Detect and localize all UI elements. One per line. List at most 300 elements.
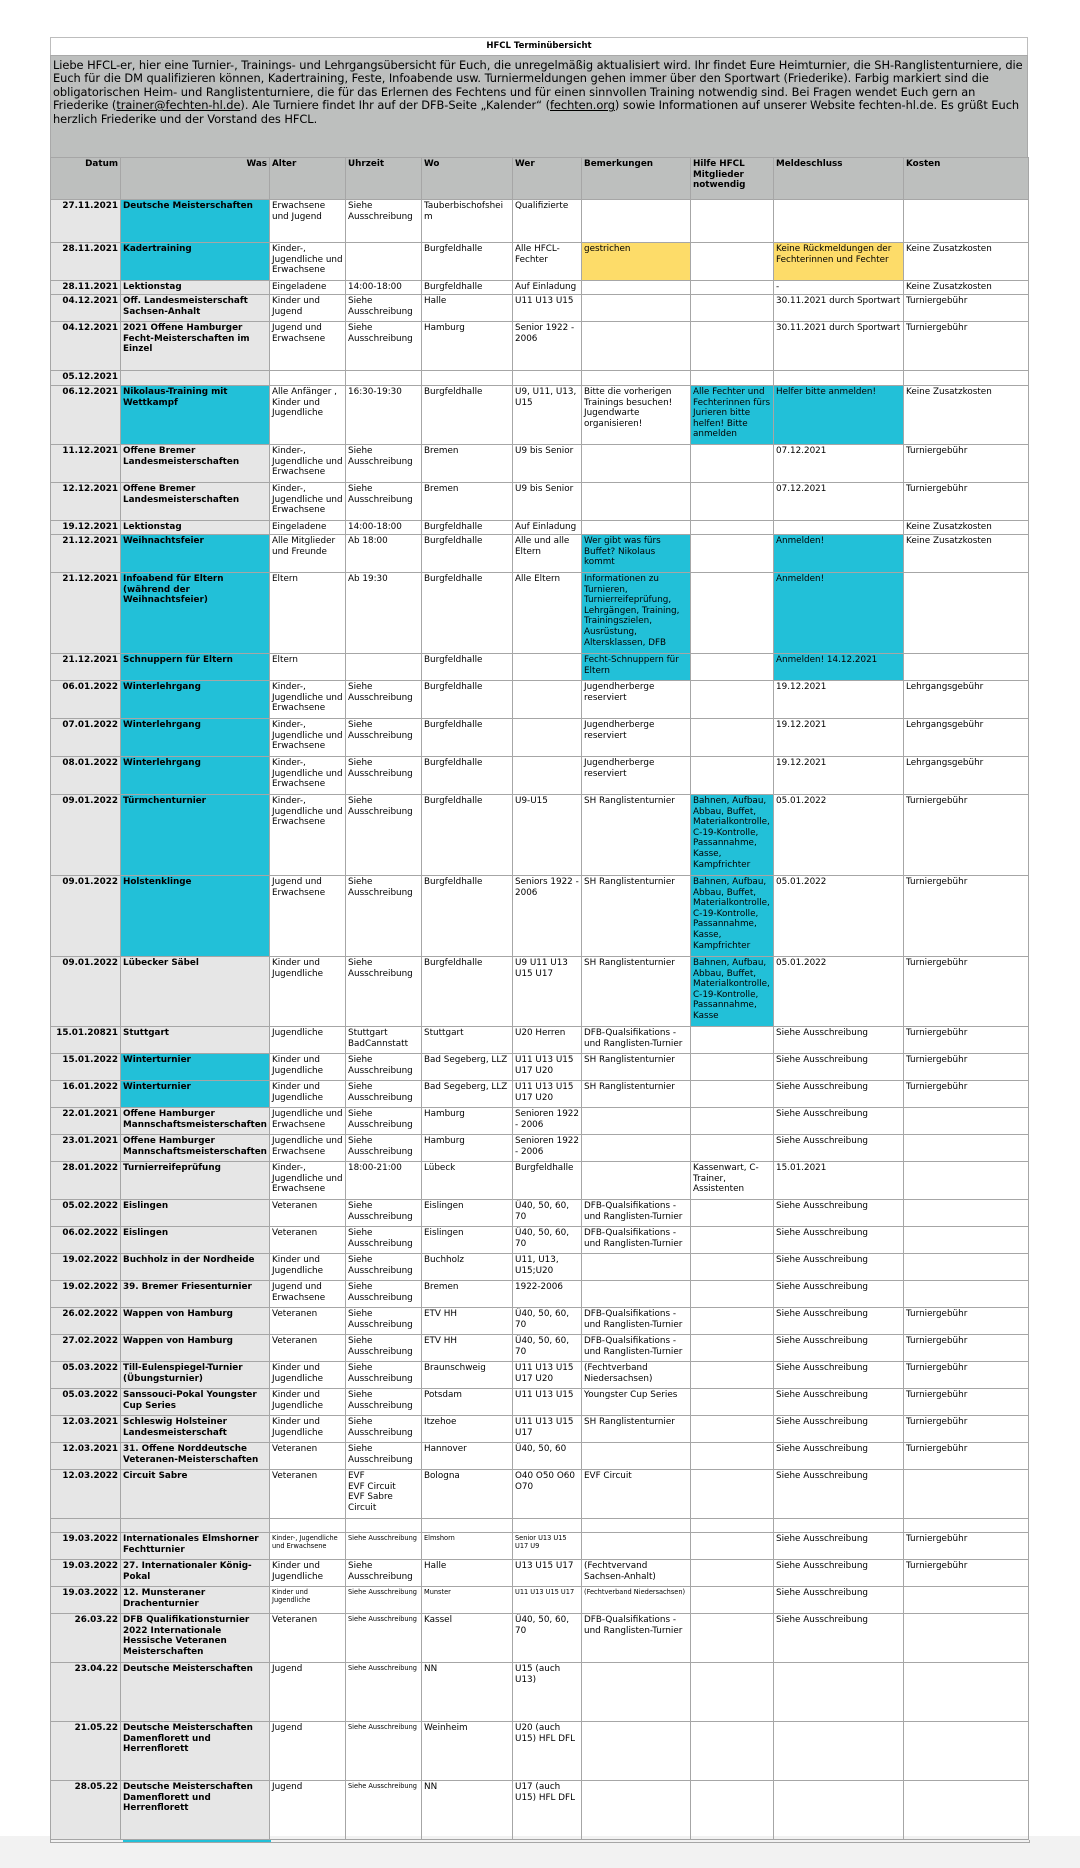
cell-wo: Bremen [422, 1281, 513, 1308]
cell-uhrzeit: 14:00-18:00 [346, 521, 422, 535]
cell-datum: 23.04.22 [51, 1663, 121, 1722]
cell-datum: 21.12.2021 [51, 573, 121, 654]
cell-uhrzeit [346, 371, 422, 386]
cell-was: Lektionstag [121, 521, 270, 535]
cell-meldeschluss: 07.12.2021 [774, 445, 904, 483]
cell-uhrzeit: 14:00-18:00 [346, 281, 422, 295]
cell-datum: 26.02.2022 [51, 1308, 121, 1335]
cell-datum: 28.11.2021 [51, 243, 121, 281]
cell-bemerkungen: DFB-Qualsifikations - und Ranglisten-Turnier [582, 1227, 691, 1254]
cell-wo: Weinheim [422, 1722, 513, 1781]
cell-alter: Kinder und Jugend [270, 295, 346, 322]
cell-wer: Ü40, 50, 60 [513, 1443, 582, 1470]
cell-hilfe [691, 654, 774, 681]
cell-hilfe [691, 1389, 774, 1416]
intro-text [50, 55, 1028, 157]
cell-wer: U11, U13, U15;U20 [513, 1254, 582, 1281]
cell-uhrzeit: Stuttgart BadCannstatt [346, 1027, 422, 1054]
cell-datum: 06.12.2021 [51, 386, 121, 445]
highlight-edge [123, 1840, 271, 1842]
cell-kosten: Keine Zusatzkosten [904, 535, 1029, 573]
cell-wer: Auf Einladung [513, 281, 582, 295]
table-body [51, 200, 1029, 1840]
document-title: HFCL Terminübersicht [50, 37, 1028, 55]
table-row [51, 1362, 1029, 1389]
cell-uhrzeit: Siehe Ausschreibung [346, 445, 422, 483]
cell-was: Offene Bremer Landesmeisterschaften [121, 483, 270, 521]
cell-hilfe [691, 1781, 774, 1840]
cell-datum: 09.01.2022 [51, 957, 121, 1027]
cell-bemerkungen [582, 1443, 691, 1470]
cell-kosten [904, 1135, 1029, 1162]
cell-meldeschluss: 19.12.2021 [774, 719, 904, 757]
cell-bemerkungen [582, 295, 691, 322]
cell-was: 12. Munsteraner Drachenturnier [121, 1587, 270, 1614]
cell-meldeschluss: 07.12.2021 [774, 483, 904, 521]
cell-uhrzeit: Siehe Ausschreibung [346, 719, 422, 757]
table-row [51, 1519, 1029, 1533]
cell-wer: Ü40, 50, 60, 70 [513, 1614, 582, 1663]
cell-meldeschluss: Siehe Ausschreibung [774, 1081, 904, 1108]
table-row [51, 200, 1029, 243]
cell-uhrzeit: Ab 18:00 [346, 535, 422, 573]
header-hilfe: Hilfe HFCL Mitglieder notwendig [691, 158, 774, 200]
cell-kosten: Keine Zusatzkosten [904, 281, 1029, 295]
cell-kosten: Turniergebühr [904, 1027, 1029, 1054]
table-row [51, 445, 1029, 483]
cell-datum: 06.02.2022 [51, 1227, 121, 1254]
cell-wer: U17 (auch U15) HFL DFL [513, 1781, 582, 1840]
cell-wer: Senior 1922 - 2006 [513, 322, 582, 371]
cell-meldeschluss [774, 521, 904, 535]
cell-wer [513, 1519, 582, 1533]
cell-alter: Kinder-, Jugendliche und Erwachsene [270, 243, 346, 281]
cell-alter: Erwachsene und Jugend [270, 200, 346, 243]
cell-wer [513, 371, 582, 386]
cell-bemerkungen [582, 1781, 691, 1840]
cell-kosten: Turniergebühr [904, 957, 1029, 1027]
cell-kosten: Turniergebühr [904, 295, 1029, 322]
cell-datum: 16.01.2022 [51, 1081, 121, 1108]
cell-wer: Auf Einladung [513, 521, 582, 535]
cell-datum [51, 1519, 121, 1533]
cell-datum: 09.01.2022 [51, 795, 121, 876]
cell-wo: Lübeck [422, 1162, 513, 1200]
cell-bemerkungen [582, 483, 691, 521]
cell-wer: U11 U13 U15 U17 [513, 1587, 582, 1614]
cell-wo: Burgfeldhalle [422, 957, 513, 1027]
table-header-row [51, 158, 1029, 200]
cell-bemerkungen: DFB-Qualsifikations - und Ranglisten-Turnier [582, 1027, 691, 1054]
cell-uhrzeit: Siehe Ausschreibung [346, 1081, 422, 1108]
cell-hilfe [691, 1416, 774, 1443]
cell-was: Offene Hamburger Mannschaftsmeisterschaften [121, 1135, 270, 1162]
cell-meldeschluss [774, 1519, 904, 1533]
header-alter: Alter [270, 158, 346, 200]
cell-uhrzeit: Siehe Ausschreibung [346, 1054, 422, 1081]
cell-bemerkungen [582, 445, 691, 483]
cell-wo: Burgfeldhalle [422, 535, 513, 573]
cell-wer: U20 (auch U15) HFL DFL [513, 1722, 582, 1781]
cell-was: Winterlehrgang [121, 757, 270, 795]
cell-bemerkungen: (Fechtverband Niedersachsen) [582, 1362, 691, 1389]
cell-meldeschluss: Anmelden! [774, 535, 904, 573]
cell-kosten: Turniergebühr [904, 1416, 1029, 1443]
cell-uhrzeit: Siehe Ausschreibung [346, 322, 422, 371]
cell-alter: Eingeladene [270, 281, 346, 295]
table-row [51, 1027, 1029, 1054]
cell-wer: Senior U13 U15 U17 U9 [513, 1533, 582, 1560]
cell-uhrzeit [346, 1519, 422, 1533]
cell-alter: Kinder und Jugendliche [270, 957, 346, 1027]
cell-datum: 21.12.2021 [51, 535, 121, 573]
cell-datum: 04.12.2021 [51, 295, 121, 322]
cell-bemerkungen: Jugendherberge reserviert [582, 719, 691, 757]
table-row [51, 1281, 1029, 1308]
cell-datum: 19.03.2022 [51, 1587, 121, 1614]
cell-meldeschluss: Anmelden! 14.12.2021 [774, 654, 904, 681]
cell-uhrzeit: Siehe Ausschreibung [346, 1135, 422, 1162]
cell-hilfe [691, 445, 774, 483]
table-row [51, 535, 1029, 573]
cell-was: Winterlehrgang [121, 719, 270, 757]
cell-alter: Alle Mitglieder und Freunde [270, 535, 346, 573]
cell-kosten [904, 1663, 1029, 1722]
cell-kosten: Lehrgangsgebühr [904, 757, 1029, 795]
cell-alter: Kinder und Jugendliche [270, 1254, 346, 1281]
cell-hilfe [691, 1227, 774, 1254]
cell-kosten [904, 1614, 1029, 1663]
cell-kosten: Turniergebühr [904, 1081, 1029, 1108]
cell-bemerkungen: Fecht-Schnuppern für Eltern [582, 654, 691, 681]
cell-bemerkungen: DFB-Qualsifikations - und Ranglisten-Turnier [582, 1335, 691, 1362]
cell-uhrzeit: Siehe Ausschreibung [346, 1663, 422, 1722]
cell-datum: 27.02.2022 [51, 1335, 121, 1362]
table-row [51, 1108, 1029, 1135]
cell-hilfe [691, 719, 774, 757]
table-row [51, 1054, 1029, 1081]
cell-bemerkungen: SH Ranglistenturnier [582, 1081, 691, 1108]
table-row [51, 1254, 1029, 1281]
cell-alter: Kinder und Jugendliche [270, 1389, 346, 1416]
cell-bemerkungen [582, 1663, 691, 1722]
cell-bemerkungen: Jugendherberge reserviert [582, 757, 691, 795]
table-row [51, 1227, 1029, 1254]
cell-wo: Elmshorn [422, 1533, 513, 1560]
cell-bemerkungen: SH Ranglistenturnier [582, 876, 691, 957]
cell-alter: Kinder und Jugendliche [270, 1054, 346, 1081]
cell-bemerkungen [582, 521, 691, 535]
cell-was: Offene Hamburger Mannschaftsmeisterschaften [121, 1108, 270, 1135]
cell-alter: Veteranen [270, 1443, 346, 1470]
cell-datum: 15.01.20821 [51, 1027, 121, 1054]
cell-alter: Eltern [270, 573, 346, 654]
cell-alter [270, 371, 346, 386]
cell-wo: Bad Segeberg, LLZ [422, 1054, 513, 1081]
cell-wer: Alle und alle Eltern [513, 535, 582, 573]
cell-uhrzeit: Siehe Ausschreibung [346, 1108, 422, 1135]
cell-bemerkungen [582, 281, 691, 295]
cell-datum: 07.01.2022 [51, 719, 121, 757]
cell-alter: Jugend [270, 1663, 346, 1722]
cell-was: Deutsche Meisterschaften [121, 200, 270, 243]
cell-datum: 27.11.2021 [51, 200, 121, 243]
cell-datum: 04.12.2021 [51, 322, 121, 371]
table-row [51, 1308, 1029, 1335]
cell-alter: Kinder-, Jugendliche und Erwachsene [270, 795, 346, 876]
cell-uhrzeit: 16:30-19:30 [346, 386, 422, 445]
table-bottom-edge [50, 1840, 1030, 1843]
table-row [51, 1560, 1029, 1587]
cell-alter: Kinder und Jugendliche [270, 1416, 346, 1443]
cell-was: Deutsche Meisterschaften Damenflorett und Herrenflorett [121, 1781, 270, 1840]
cell-was: Winterturnier [121, 1081, 270, 1108]
cell-datum: 11.12.2021 [51, 445, 121, 483]
cell-bemerkungen: SH Ranglistenturnier [582, 1054, 691, 1081]
cell-was: DFB Qualifikationsturnier 2022 Internationale Hessische Veteranen Meisterschaften [121, 1614, 270, 1663]
cell-was: Eislingen [121, 1227, 270, 1254]
table-row [51, 371, 1029, 386]
cell-hilfe [691, 1027, 774, 1054]
cell-alter: Kinder-, Jugendliche und Erwachsene [270, 719, 346, 757]
cell-was: Sanssouci-Pokal Youngster Cup Series [121, 1389, 270, 1416]
table-row [51, 521, 1029, 535]
cell-alter: Jugend [270, 1722, 346, 1781]
cell-alter: Eingeladene [270, 521, 346, 535]
cell-wo: Burgfeldhalle [422, 876, 513, 957]
cell-uhrzeit [346, 654, 422, 681]
cell-meldeschluss: Siehe Ausschreibung [774, 1054, 904, 1081]
cell-uhrzeit: Siehe Ausschreibung [346, 1533, 422, 1560]
cell-wer: Ü40, 50, 60, 70 [513, 1227, 582, 1254]
table-row [51, 795, 1029, 876]
cell-datum: 26.03.22 [51, 1614, 121, 1663]
schedule-document [50, 37, 1028, 1843]
cell-alter: Kinder-, Jugendliche und Erwachsene [270, 1162, 346, 1200]
cell-bemerkungen: SH Ranglistenturnier [582, 957, 691, 1027]
cell-alter: Kinder und Jugendliche [270, 1362, 346, 1389]
cell-bemerkungen [582, 200, 691, 243]
cell-was: Winterturnier [121, 1054, 270, 1081]
cell-hilfe [691, 573, 774, 654]
cell-uhrzeit: Siehe Ausschreibung [346, 1335, 422, 1362]
cell-was: Lektionstag [121, 281, 270, 295]
cell-hilfe [691, 1308, 774, 1335]
cell-uhrzeit: Siehe Ausschreibung [346, 1443, 422, 1470]
cell-meldeschluss: 05.01.2022 [774, 876, 904, 957]
cell-wo [422, 371, 513, 386]
cell-hilfe [691, 1560, 774, 1587]
cell-was: Weihnachtsfeier [121, 535, 270, 573]
cell-wo: Hamburg [422, 1108, 513, 1135]
cell-wo: Burgfeldhalle [422, 281, 513, 295]
cell-alter: Jugend und Erwachsene [270, 876, 346, 957]
cell-wer [513, 681, 582, 719]
cell-meldeschluss [774, 1722, 904, 1781]
cell-alter: Jugend [270, 1781, 346, 1840]
table-row [51, 1533, 1029, 1560]
cell-meldeschluss: Siehe Ausschreibung [774, 1416, 904, 1443]
cell-alter: Alle Anfänger , Kinder und Jugendliche [270, 386, 346, 445]
cell-wo: Bremen [422, 483, 513, 521]
email-link[interactable]: trainer@fechten-hl.de [116, 98, 241, 113]
cell-alter: Jugend und Erwachsene [270, 1281, 346, 1308]
cell-kosten [904, 1519, 1029, 1533]
cell-uhrzeit: Siehe Ausschreibung [346, 1281, 422, 1308]
cell-kosten: Turniergebühr [904, 795, 1029, 876]
cell-datum: 21.12.2021 [51, 654, 121, 681]
cell-datum: 19.12.2021 [51, 521, 121, 535]
cell-uhrzeit: Siehe Ausschreibung [346, 1614, 422, 1663]
header-meldeschluss: Meldeschluss [774, 158, 904, 200]
cell-was: Winterlehrgang [121, 681, 270, 719]
cell-was: Kadertraining [121, 243, 270, 281]
cell-wer: U9-U15 [513, 795, 582, 876]
cell-meldeschluss: Siehe Ausschreibung [774, 1027, 904, 1054]
cell-datum: 12.03.2021 [51, 1416, 121, 1443]
cell-kosten: Keine Zusatzkosten [904, 243, 1029, 281]
cell-kosten: Turniergebühr [904, 483, 1029, 521]
cell-meldeschluss: Siehe Ausschreibung [774, 1443, 904, 1470]
cell-wo: Burgfeldhalle [422, 719, 513, 757]
cell-kosten: Turniergebühr [904, 1443, 1029, 1470]
cell-uhrzeit: Siehe Ausschreibung [346, 1722, 422, 1781]
cell-datum: 12.12.2021 [51, 483, 121, 521]
intro-text-2: ). Ale Turniere findet Ihr auf der DFB-Seite „Kalender“ ( [240, 98, 550, 113]
cell-datum: 28.11.2021 [51, 281, 121, 295]
cell-meldeschluss: Siehe Ausschreibung [774, 1108, 904, 1135]
header-datum: Datum [51, 158, 121, 200]
cell-wo: ETV HH [422, 1308, 513, 1335]
table-row [51, 1416, 1029, 1443]
cell-wer: U13 U15 U17 [513, 1560, 582, 1587]
cell-hilfe: Alle Fechter und Fechterinnen fürs Jurieren bitte helfen! Bitte anmelden [691, 386, 774, 445]
cell-wer: Alle HFCL-Fechter [513, 243, 582, 281]
cell-wo: Burgfeldhalle [422, 795, 513, 876]
cell-wer: Senioren 1922 - 2006 [513, 1135, 582, 1162]
cell-hilfe: Bahnen, Aufbau, Abbau, Buffet, Materialkontrolle, C-19-Kontrolle, Passannahme, Kasse [691, 957, 774, 1027]
cell-hilfe [691, 1108, 774, 1135]
cell-uhrzeit: Siehe Ausschreibung [346, 1200, 422, 1227]
cell-meldeschluss: Siehe Ausschreibung [774, 1308, 904, 1335]
cell-wer: U9 bis Senior [513, 483, 582, 521]
table-row [51, 573, 1029, 654]
cell-meldeschluss: 30.11.2021 durch Sportwart [774, 295, 904, 322]
cell-wer: Burgfeldhalle [513, 1162, 582, 1200]
cell-uhrzeit: Siehe Ausschreibung [346, 1254, 422, 1281]
cell-wo: Tauberbischofsheim [422, 200, 513, 243]
table-row [51, 1722, 1029, 1781]
cell-kosten [904, 371, 1029, 386]
cell-meldeschluss: Siehe Ausschreibung [774, 1389, 904, 1416]
header-kosten: Kosten [904, 158, 1029, 200]
cell-wer: Seniors 1922 - 2006 [513, 876, 582, 957]
cell-was: Stuttgart [121, 1027, 270, 1054]
cell-wo: Kassel [422, 1614, 513, 1663]
cell-wo: Halle [422, 1560, 513, 1587]
cell-bemerkungen [582, 371, 691, 386]
cell-alter: Kinder-, Jugendliche und Erwachsene [270, 757, 346, 795]
header-wer: Wer [513, 158, 582, 200]
cell-datum: 19.03.2022 [51, 1533, 121, 1560]
cell-kosten [904, 1162, 1029, 1200]
cell-uhrzeit: Siehe Ausschreibung [346, 1308, 422, 1335]
cell-was [121, 1519, 270, 1533]
cell-hilfe [691, 1470, 774, 1519]
cell-meldeschluss: - [774, 281, 904, 295]
cell-kosten: Turniergebühr [904, 1389, 1029, 1416]
cell-was: Till-Eulenspiegel-Turnier (Übungsturnier) [121, 1362, 270, 1389]
table-row [51, 757, 1029, 795]
cell-hilfe [691, 1663, 774, 1722]
cell-datum: 06.01.2022 [51, 681, 121, 719]
cell-bemerkungen: DFB-Qualsifikations - und Ranglisten-Turnier [582, 1200, 691, 1227]
cell-wo: ETV HH [422, 1335, 513, 1362]
table-row [51, 295, 1029, 322]
cell-wer: U9 bis Senior [513, 445, 582, 483]
table-row [51, 322, 1029, 371]
cell-wo: Eislingen [422, 1227, 513, 1254]
cell-meldeschluss: Siehe Ausschreibung [774, 1227, 904, 1254]
cell-wer: U20 Herren [513, 1027, 582, 1054]
cell-wo [422, 1519, 513, 1533]
cell-kosten: Lehrgangsgebühr [904, 681, 1029, 719]
cell-meldeschluss [774, 200, 904, 243]
cell-meldeschluss: 05.01.2022 [774, 795, 904, 876]
cell-kosten [904, 1227, 1029, 1254]
cell-uhrzeit: Siehe Ausschreibung [346, 200, 422, 243]
cell-bemerkungen: DFB-Qualsifikations - und Ranglisten-Turnier [582, 1308, 691, 1335]
cell-wo: Bad Segeberg, LLZ [422, 1081, 513, 1108]
cell-bemerkungen: (Fechtverband Niedersachsen) [582, 1587, 691, 1614]
cell-meldeschluss: Siehe Ausschreibung [774, 1335, 904, 1362]
cell-hilfe [691, 281, 774, 295]
cell-was: 39. Bremer Friesenturnier [121, 1281, 270, 1308]
cell-wo: Burgfeldhalle [422, 243, 513, 281]
cell-kosten: Turniergebühr [904, 322, 1029, 371]
cell-alter: Kinder und Jugendliche [270, 1560, 346, 1587]
header-bemerkungen: Bemerkungen [582, 158, 691, 200]
website-link[interactable]: fechten.org [549, 98, 615, 113]
cell-hilfe [691, 535, 774, 573]
cell-uhrzeit: Siehe Ausschreibung [346, 483, 422, 521]
cell-wer: U9, U11, U13, U15 [513, 386, 582, 445]
cell-kosten [904, 200, 1029, 243]
cell-kosten: Turniergebühr [904, 445, 1029, 483]
cell-was: 2021 Offene Hamburger Fecht-Meisterschaften im Einzel [121, 322, 270, 371]
header-was: Was [121, 158, 270, 200]
cell-was: Infoabend für Eltern (während der Weihnachtsfeier) [121, 573, 270, 654]
cell-wer [513, 719, 582, 757]
cell-bemerkungen: Youngster Cup Series [582, 1389, 691, 1416]
cell-wer: U11 U13 U15 U17 [513, 1416, 582, 1443]
cell-alter: Veteranen [270, 1227, 346, 1254]
cell-uhrzeit: Ab 19:30 [346, 573, 422, 654]
cell-kosten: Turniergebühr [904, 1560, 1029, 1587]
cell-bemerkungen: (Fechtvervand Sachsen-Anhalt) [582, 1560, 691, 1587]
cell-bemerkungen: DFB-Qualsifikations - und Ranglisten-Turnier [582, 1614, 691, 1663]
cell-was: Turnierreifeprüfung [121, 1162, 270, 1200]
cell-uhrzeit: Siehe Ausschreibung [346, 1389, 422, 1416]
cell-was: Deutsche Meisterschaften Damenflorett und Herrenflorett [121, 1722, 270, 1781]
cell-alter: Jugend und Erwachsene [270, 322, 346, 371]
cell-hilfe [691, 1519, 774, 1533]
cell-bemerkungen: Jugendherberge reserviert [582, 681, 691, 719]
cell-hilfe [691, 681, 774, 719]
cell-datum: 28.01.2022 [51, 1162, 121, 1200]
cell-hilfe [691, 1254, 774, 1281]
cell-hilfe [691, 1200, 774, 1227]
